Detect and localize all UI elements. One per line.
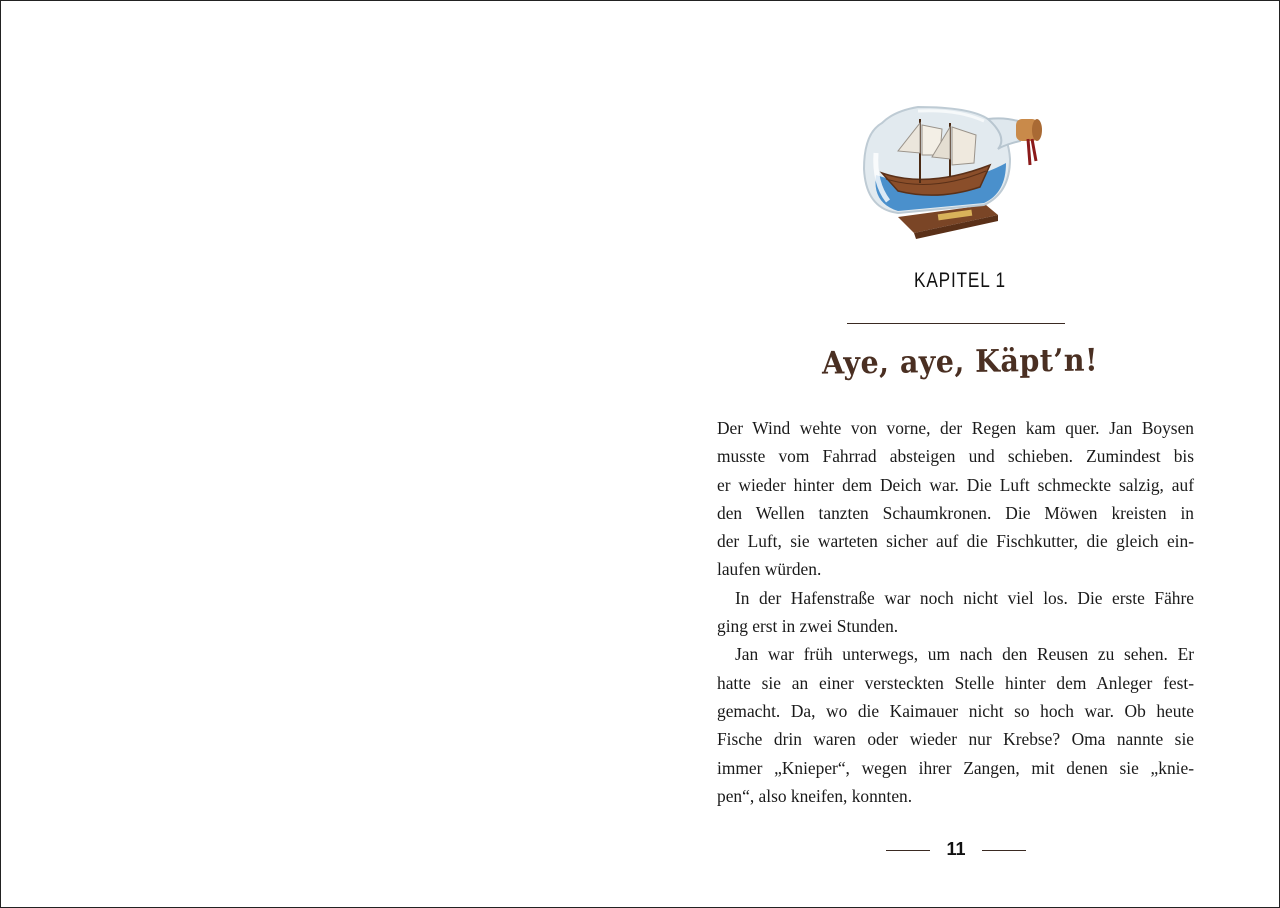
- text-line: laufen würden.: [717, 559, 822, 580]
- page-footer: [886, 837, 1026, 865]
- text-line: In der Hafenstraße war noch nicht viel los. Die erste Fähre: [735, 587, 1194, 608]
- page-number-rule-left: [886, 850, 930, 851]
- text-line: gemacht. Da, wo die Kaimauer nicht so hoch war. Ob heute: [717, 700, 1194, 721]
- text-line: pen“, also kneifen, konnten.: [717, 785, 913, 806]
- text-line: er wieder hinter dem Deich war. Die Luft schmeckte salzig, auf: [717, 474, 1194, 495]
- text-line: Jan war früh unterwegs, um nach den Reusen zu sehen. Er: [735, 644, 1194, 665]
- body-text: [717, 414, 1194, 810]
- right-page: [640, 0, 1280, 908]
- text-line: Der Wind wehte von vorne, der Regen kam quer. Jan Boysen: [717, 418, 1194, 438]
- text-line: Fische drin waren oder wieder nur Krebse? Oma nannte sie: [717, 729, 1194, 750]
- text-line: hatte sie an einer versteckten Stelle hinter dem Anleger fest-: [717, 672, 1194, 693]
- page-number: 11: [946, 839, 966, 859]
- chapter-title: Aye, aye, Käpt’n!: [821, 342, 1099, 382]
- chapter-divider: [847, 323, 1065, 324]
- ship-in-bottle-illustration: [858, 93, 1054, 243]
- text-line: der Luft, sie warteten sicher auf die Fischkutter, die gleich ein-: [717, 531, 1194, 552]
- page-number-rule-right: [982, 850, 1026, 851]
- chapter-label: KAPITEL 1: [914, 269, 1006, 292]
- text-line: immer „Knieper“, wegen ihrer Zangen, mit denen sie „knie-: [717, 757, 1194, 778]
- text-line: musste vom Fahrrad absteigen und schieben. Zumindest bis: [717, 446, 1194, 467]
- text-line: den Wellen tanzten Schaumkronen. Die Möwen kreisten in: [717, 502, 1194, 523]
- text-line: ging erst in zwei Stunden.: [717, 616, 899, 637]
